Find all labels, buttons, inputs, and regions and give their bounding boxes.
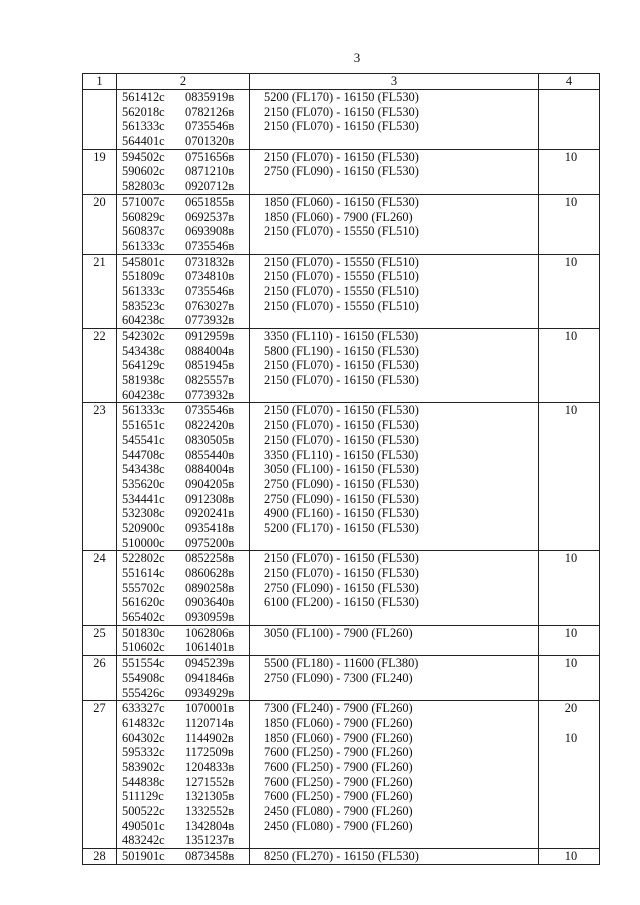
latitude: 561333c <box>122 403 165 418</box>
longitude: 1144902в <box>185 730 234 745</box>
latitude: 564401c <box>122 134 165 149</box>
altitude-ranges-cell <box>250 149 539 194</box>
route-table <box>82 73 600 865</box>
latitude: 633327c <box>122 701 165 716</box>
route-point <box>117 819 249 834</box>
route-point <box>117 418 249 433</box>
latitude: 544708c <box>122 447 165 462</box>
altitude-range: 2150 (FL070) - 16150 (FL530) <box>264 104 419 119</box>
latitude: 532308c <box>122 506 165 521</box>
route-point <box>117 477 249 492</box>
route-points-cell <box>117 194 250 254</box>
altitude-range: 7600 (FL250) - 7900 (FL260) <box>264 759 413 774</box>
longitude: 0975200в <box>185 535 235 550</box>
column-4-value: 10 <box>564 403 578 418</box>
altitude-range: 5200 (FL170) - 16150 (FL530) <box>264 520 419 535</box>
longitude: 0763027в <box>185 298 235 313</box>
altitude-range: 2150 (FL070) - 16150 (FL530) <box>264 119 419 134</box>
altitude-ranges-cell <box>250 551 539 625</box>
altitude-ranges-cell <box>250 849 539 865</box>
route-point <box>117 195 249 210</box>
latitude: 500522c <box>122 804 165 818</box>
column-4-value: 10 <box>564 194 578 209</box>
longitude: 0890258в <box>185 580 235 595</box>
latitude: 561333c <box>122 119 165 134</box>
route-point <box>117 506 249 521</box>
latitude: 551651c <box>122 418 165 433</box>
longitude: 0904205в <box>185 476 235 491</box>
route-point <box>117 90 249 105</box>
page-number: 3 <box>353 50 361 65</box>
latitude: 560829c <box>122 209 165 224</box>
route-points-cell <box>117 656 250 701</box>
column-4-cell <box>539 656 600 701</box>
route-point <box>117 299 249 314</box>
table-row <box>83 254 600 328</box>
latitude: 604302c <box>122 730 165 745</box>
column-4-cell <box>539 625 600 655</box>
header-row <box>83 74 600 90</box>
route-number: 23 <box>83 403 117 551</box>
longitude: 0693908в <box>185 224 235 239</box>
longitude: 0735546в <box>185 238 235 253</box>
altitude-range: 2150 (FL070) - 16150 (FL530) <box>264 432 419 447</box>
latitude: 554908c <box>122 670 165 685</box>
latitude: 561333c <box>122 238 165 253</box>
latitude: 561412c <box>122 90 165 104</box>
route-number: 25 <box>83 625 117 655</box>
latitude: 604238c <box>122 313 165 328</box>
latitude: 565402c <box>122 610 165 625</box>
longitude: 0825557в <box>185 373 235 388</box>
route-point <box>117 789 249 804</box>
altitude-range: 1850 (FL060) - 16150 (FL530) <box>264 194 419 209</box>
latitude: 560837c <box>122 224 165 239</box>
longitude: 0851945в <box>185 358 235 373</box>
longitude: 1070001в <box>185 701 235 716</box>
table-row <box>83 90 600 150</box>
latitude: 604238c <box>122 387 165 402</box>
route-point <box>117 716 249 731</box>
latitude: 534441c <box>122 491 165 506</box>
route-point <box>117 150 249 165</box>
altitude-range: 2150 (FL070) - 15550 (FL510) <box>264 298 419 313</box>
longitude: 1321305в <box>185 789 235 804</box>
altitude-range: 3050 (FL100) - 7900 (FL260) <box>264 625 413 640</box>
column-4-cell <box>539 701 600 849</box>
longitude: 0782126в <box>185 104 235 119</box>
longitude: 0773932в <box>185 387 235 402</box>
latitude: 595332c <box>122 745 165 760</box>
longitude: 0935418в <box>185 520 235 535</box>
altitude-range: 4900 (FL160) - 16150 (FL530) <box>264 506 419 521</box>
longitude: 0830505в <box>185 432 235 447</box>
longitude: 0920712в <box>185 179 235 194</box>
route-point <box>117 462 249 477</box>
altitude-range: 2150 (FL070) - 16150 (FL530) <box>264 149 419 164</box>
latitude: 582803c <box>122 179 165 194</box>
altitude-range: 6100 (FL200) - 16150 (FL530) <box>264 595 419 610</box>
route-points-cell <box>117 90 250 150</box>
altitude-range: 2150 (FL070) - 15550 (FL510) <box>264 269 419 284</box>
route-points-cell <box>117 551 250 625</box>
route-number <box>83 90 117 150</box>
latitude: 561620c <box>122 595 165 610</box>
altitude-range: 2750 (FL090) - 7300 (FL240) <box>264 670 413 685</box>
route-point <box>117 521 249 536</box>
longitude: 0735546в <box>185 403 235 418</box>
route-point <box>117 849 249 864</box>
route-point <box>117 119 249 134</box>
altitude-range: 3350 (FL110) - 16150 (FL530) <box>264 447 419 462</box>
longitude: 0751656в <box>185 149 235 164</box>
route-point <box>117 731 249 746</box>
longitude: 1332552в <box>185 804 235 818</box>
altitude-range: 2750 (FL090) - 16150 (FL530) <box>264 476 419 491</box>
column-4-value: 10 <box>564 625 578 640</box>
longitude: 1342804в <box>185 818 235 833</box>
table-row <box>83 625 600 655</box>
table-row <box>83 849 600 865</box>
latitude: 555426c <box>122 685 165 700</box>
longitude: 0735546в <box>185 283 235 298</box>
route-point <box>117 595 249 610</box>
altitude-range: 2150 (FL070) - 16150 (FL530) <box>264 551 419 566</box>
route-point <box>117 164 249 179</box>
altitude-range: 2750 (FL090) - 16150 (FL530) <box>264 491 419 506</box>
route-point <box>117 551 249 566</box>
column-4-cell <box>539 194 600 254</box>
route-points-cell <box>117 254 250 328</box>
table-row <box>83 656 600 701</box>
latitude: 545801c <box>122 254 165 269</box>
longitude: 0912308в <box>185 491 235 506</box>
route-point <box>117 804 249 819</box>
latitude: 490501c <box>122 818 165 833</box>
longitude: 1120714в <box>185 715 234 730</box>
latitude: 501901c <box>122 849 165 864</box>
latitude: 543438c <box>122 343 165 358</box>
longitude: 1271552в <box>185 774 235 789</box>
route-points-cell <box>117 149 250 194</box>
column-4-value: 20 <box>564 701 578 716</box>
route-number: 27 <box>83 701 117 849</box>
route-point <box>117 239 249 254</box>
route-points-cell <box>117 849 250 865</box>
route-point <box>117 536 249 551</box>
route-point <box>117 358 249 373</box>
altitude-range: 2150 (FL070) - 16150 (FL530) <box>264 418 419 433</box>
altitude-ranges-cell <box>250 194 539 254</box>
header-col-3: 3 <box>250 74 539 90</box>
latitude: 520900c <box>122 520 165 535</box>
column-4-cell <box>539 149 600 194</box>
latitude: 551554c <box>122 656 165 671</box>
altitude-range: 2450 (FL080) - 7900 (FL260) <box>264 818 413 833</box>
latitude: 614832c <box>122 715 165 730</box>
route-point <box>117 656 249 671</box>
altitude-ranges-cell <box>250 254 539 328</box>
route-point <box>117 626 249 641</box>
latitude: 561333c <box>122 283 165 298</box>
longitude: 1351237в <box>185 833 235 848</box>
longitude: 1062806в <box>185 625 235 640</box>
longitude: 0920241в <box>185 506 235 521</box>
altitude-range: 7600 (FL250) - 7900 (FL260) <box>264 774 413 789</box>
altitude-range: 7600 (FL250) - 7900 (FL260) <box>264 745 413 760</box>
longitude: 0855440в <box>185 447 235 462</box>
altitude-ranges-cell <box>250 403 539 551</box>
route-point <box>117 179 249 194</box>
column-4-cell <box>539 90 600 150</box>
route-point <box>117 775 249 790</box>
longitude: 0860628в <box>185 566 235 580</box>
route-point <box>117 745 249 760</box>
altitude-ranges-cell <box>250 90 539 150</box>
route-points-cell <box>117 329 250 403</box>
route-point <box>117 105 249 120</box>
longitude: 0903640в <box>185 595 235 610</box>
latitude: 501830c <box>122 625 165 640</box>
latitude: 571007c <box>122 194 165 209</box>
column-4-value: 10 <box>564 656 578 671</box>
altitude-range: 1850 (FL060) - 7900 (FL260) <box>264 209 413 224</box>
route-point <box>117 581 249 596</box>
route-point <box>117 640 249 655</box>
altitude-range: 3050 (FL100) - 16150 (FL530) <box>264 462 419 477</box>
altitude-ranges-cell <box>250 625 539 655</box>
longitude: 0822420в <box>185 418 235 433</box>
altitude-ranges-cell <box>250 656 539 701</box>
route-number: 24 <box>83 551 117 625</box>
altitude-range: 2150 (FL070) - 15550 (FL510) <box>264 254 419 269</box>
latitude: 551809c <box>122 269 165 284</box>
longitude: 0884004в <box>185 343 235 358</box>
altitude-range: 2750 (FL090) - 16150 (FL530) <box>264 580 419 595</box>
longitude: 0934929в <box>185 685 235 700</box>
route-number: 22 <box>83 329 117 403</box>
table-row <box>83 551 600 625</box>
column-4-value: 10 <box>564 149 578 164</box>
route-number: 19 <box>83 149 117 194</box>
route-point <box>117 833 249 848</box>
column-4-value <box>539 716 599 731</box>
altitude-ranges-cell <box>250 701 539 849</box>
longitude: 0852258в <box>185 551 235 566</box>
altitude-range: 1850 (FL060) - 7900 (FL260) <box>264 730 413 745</box>
longitude: 0884004в <box>185 462 235 477</box>
latitude: 583902c <box>122 759 165 774</box>
table-header <box>83 74 600 90</box>
altitude-range: 2150 (FL070) - 16150 (FL530) <box>264 358 419 373</box>
route-points-cell <box>117 625 250 655</box>
altitude-range: 5500 (FL180) - 11600 (FL380) <box>264 656 419 671</box>
longitude: 0912959в <box>185 329 235 343</box>
column-4-cell <box>539 403 600 551</box>
route-point <box>117 448 249 463</box>
longitude: 0735546в <box>185 119 235 134</box>
column-4-cell <box>539 551 600 625</box>
longitude: 0871210в <box>185 164 235 179</box>
column-4-value: 10 <box>564 730 578 745</box>
latitude: 510602c <box>122 640 165 655</box>
longitude: 0701320в <box>185 134 235 149</box>
route-point <box>117 686 249 701</box>
route-point <box>117 671 249 686</box>
latitude: 545541c <box>122 432 165 447</box>
route-point <box>117 344 249 359</box>
route-point <box>117 492 249 507</box>
latitude: 483242c <box>122 833 165 848</box>
longitude: 0692537в <box>185 209 235 224</box>
latitude: 535620c <box>122 476 165 491</box>
column-4-cell <box>539 329 600 403</box>
route-number: 21 <box>83 254 117 328</box>
route-point <box>117 373 249 388</box>
table-body <box>83 90 600 865</box>
longitude: 0651855в <box>185 194 235 209</box>
route-point <box>117 610 249 625</box>
longitude: 0945239в <box>185 656 235 671</box>
longitude: 0734810в <box>185 269 235 284</box>
longitude: 0873458в <box>185 849 235 864</box>
route-number: 26 <box>83 656 117 701</box>
latitude: 510000c <box>122 535 165 550</box>
route-point <box>117 313 249 328</box>
route-points-cell <box>117 403 250 551</box>
longitude: 0941846в <box>185 670 235 685</box>
route-number: 28 <box>83 849 117 865</box>
route-point <box>117 760 249 775</box>
altitude-range: 2150 (FL070) - 16150 (FL530) <box>264 373 419 388</box>
longitude: 1061401в <box>185 640 235 655</box>
table-row <box>83 701 600 849</box>
route-point <box>117 255 249 270</box>
altitude-range: 7300 (FL240) - 7900 (FL260) <box>264 701 413 716</box>
column-4-cell <box>539 254 600 328</box>
column-4-cell <box>539 849 600 865</box>
route-point <box>117 134 249 149</box>
latitude: 544838c <box>122 774 165 789</box>
altitude-range: 2150 (FL070) - 16150 (FL530) <box>264 566 419 580</box>
longitude: 0731832в <box>185 254 235 269</box>
longitude: 0930959в <box>185 610 235 625</box>
route-point <box>117 224 249 239</box>
latitude: 583523c <box>122 298 165 313</box>
route-points-cell <box>117 701 250 849</box>
latitude: 562018c <box>122 104 165 119</box>
latitude: 551614c <box>122 566 165 580</box>
latitude: 542302c <box>122 329 165 343</box>
header-col-4: 4 <box>539 74 600 90</box>
header-col-2: 2 <box>117 74 250 90</box>
route-number: 20 <box>83 194 117 254</box>
latitude: 594502c <box>122 149 165 164</box>
altitude-range: 2750 (FL090) - 16150 (FL530) <box>264 164 419 179</box>
latitude: 522802c <box>122 551 165 566</box>
altitude-range: 1850 (FL060) - 7900 (FL260) <box>264 715 413 730</box>
altitude-range: 5800 (FL190) - 16150 (FL530) <box>264 343 419 358</box>
altitude-range: 2150 (FL070) - 15550 (FL510) <box>264 224 419 239</box>
route-point <box>117 284 249 299</box>
altitude-range: 2150 (FL070) - 15550 (FL510) <box>264 283 419 298</box>
column-4-value: 10 <box>564 849 578 864</box>
header-col-1: 1 <box>83 74 117 90</box>
altitude-range: 8250 (FL270) - 16150 (FL530) <box>264 849 419 864</box>
latitude: 564129c <box>122 358 165 373</box>
longitude: 0773932в <box>185 313 235 328</box>
longitude: 0835919в <box>185 90 235 104</box>
altitude-range: 5200 (FL170) - 16150 (FL530) <box>264 90 419 104</box>
table-row <box>83 329 600 403</box>
longitude: 1172509в <box>185 745 234 760</box>
route-point <box>117 210 249 225</box>
latitude: 590602c <box>122 164 165 179</box>
altitude-ranges-cell <box>250 329 539 403</box>
latitude: 581938c <box>122 373 165 388</box>
column-4-value: 10 <box>564 551 578 566</box>
route-point <box>117 329 249 344</box>
table-row <box>83 149 600 194</box>
column-4-value: 10 <box>564 254 578 269</box>
altitude-range: 7600 (FL250) - 7900 (FL260) <box>264 789 413 804</box>
latitude: 555702c <box>122 580 165 595</box>
route-point <box>117 388 249 403</box>
altitude-range: 2150 (FL070) - 16150 (FL530) <box>264 403 419 418</box>
altitude-range: 2450 (FL080) - 7900 (FL260) <box>264 804 413 818</box>
table-row <box>83 194 600 254</box>
route-point <box>117 403 249 418</box>
latitude: 511129c <box>122 789 164 804</box>
table-row <box>83 403 600 551</box>
longitude: 1204833в <box>185 759 235 774</box>
route-point <box>117 701 249 716</box>
altitude-range: 3350 (FL110) - 16150 (FL530) <box>264 329 419 343</box>
latitude: 543438c <box>122 462 165 477</box>
route-point <box>117 269 249 284</box>
column-4-value: 10 <box>564 329 578 343</box>
route-point <box>117 433 249 448</box>
route-point <box>117 566 249 581</box>
